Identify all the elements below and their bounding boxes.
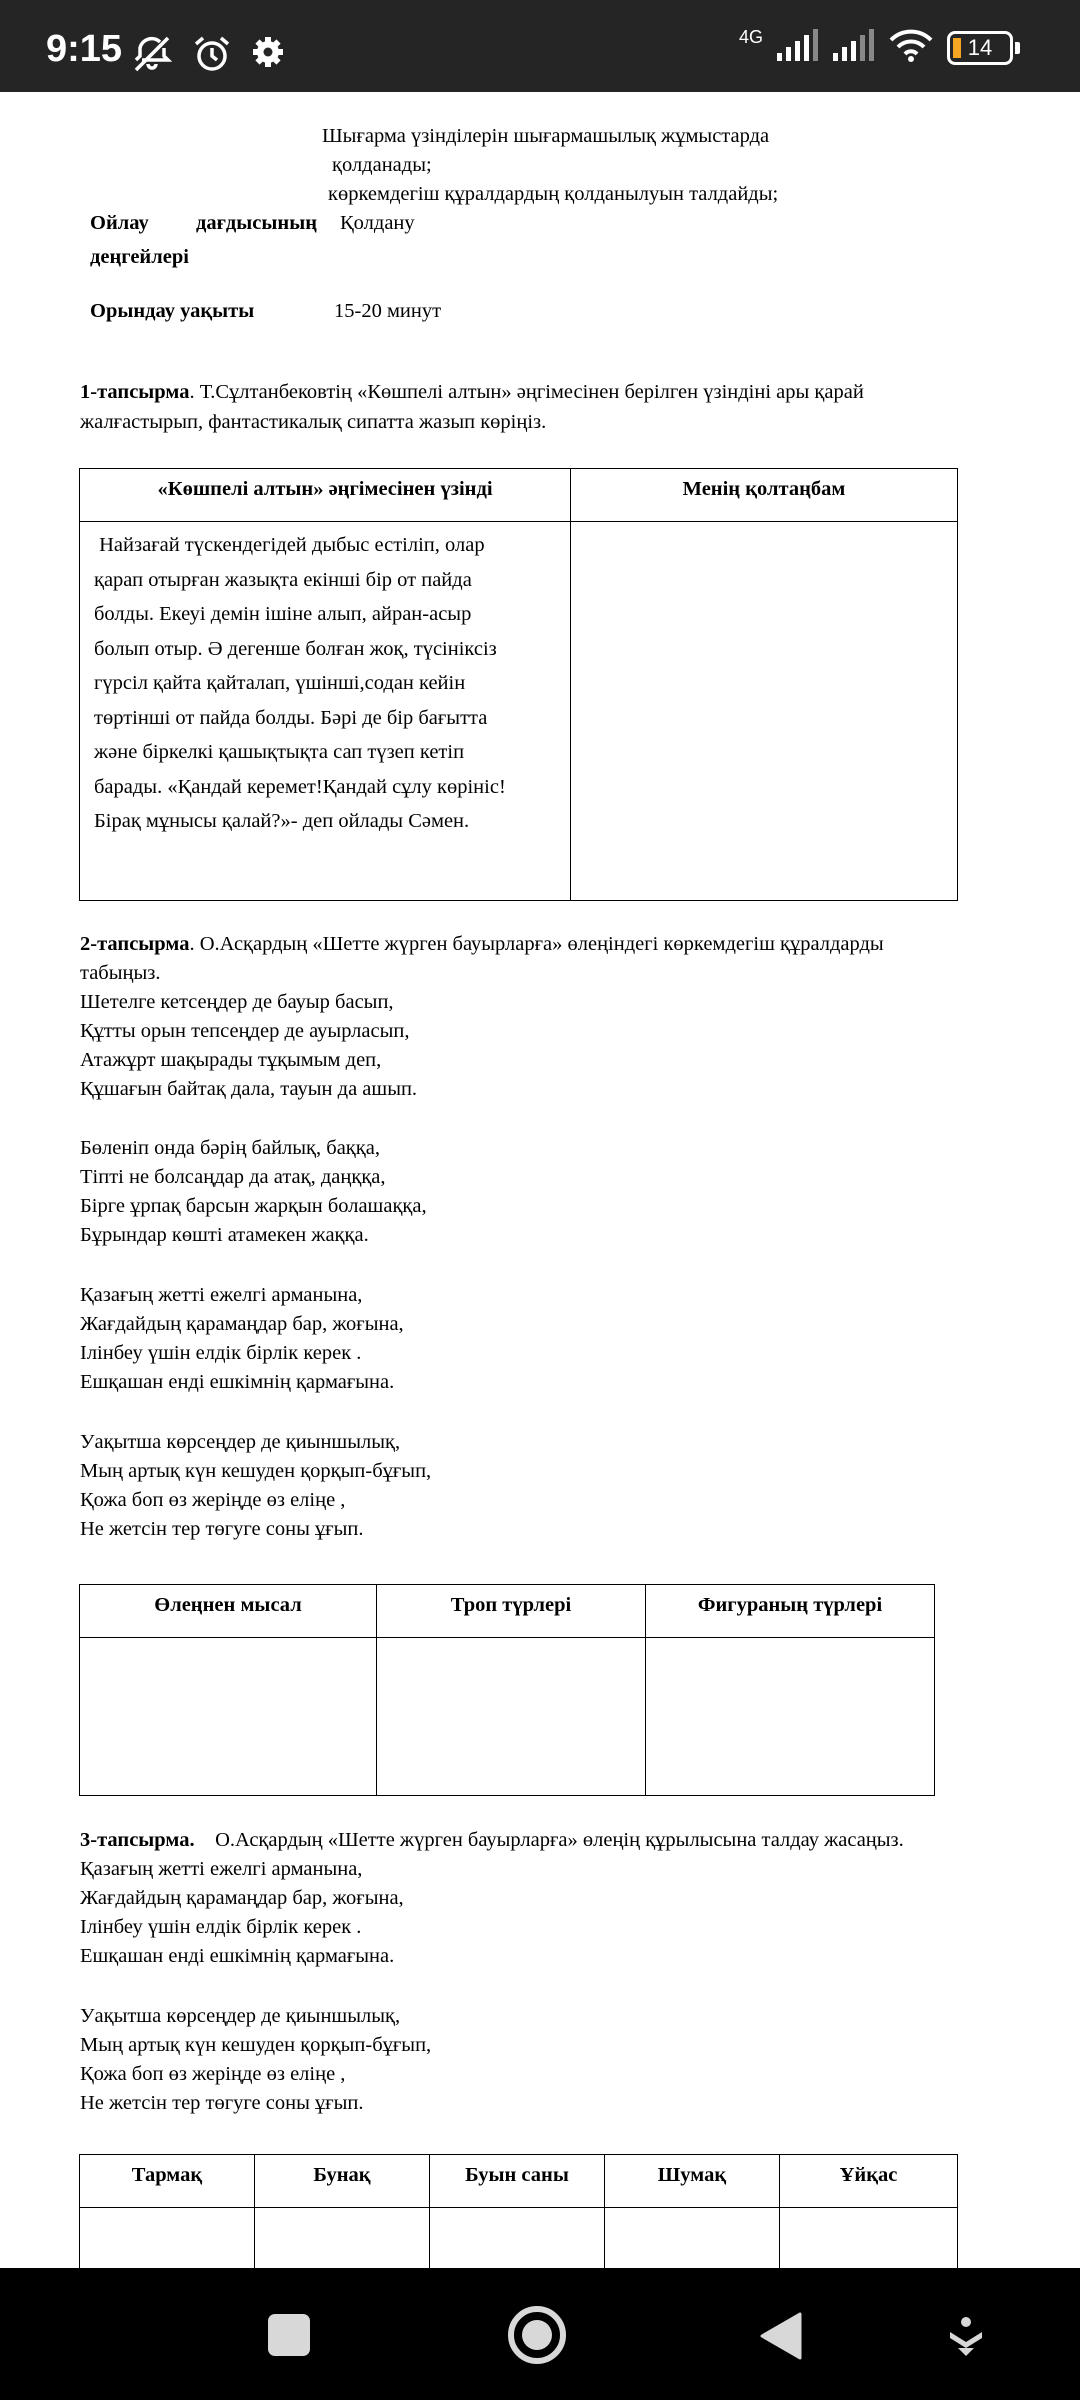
battery-level: 14: [967, 34, 993, 60]
poem-line: Уақытша көрсеңдер де қиыншылық,: [80, 1431, 401, 1453]
poem-line: Жағдайдың қарамаңдар бар, жоғына,: [80, 1887, 404, 1909]
poem-line: Тіпті не болсаңдар да атақ, даңққа,: [80, 1166, 386, 1188]
task1-passage: [80, 522, 570, 839]
task3-answer-cell[interactable]: [80, 2208, 255, 2269]
task2-line-2: табыңыз.: [80, 962, 161, 984]
poem-line: Мың артық күн кешуден қорқып-бұғып,: [80, 2034, 432, 2056]
task2-answer-cell[interactable]: [377, 1638, 646, 1796]
task3-table: [79, 2154, 958, 2268]
signal-icon: [777, 29, 819, 66]
poem-line: Құшағын байтақ дала, тауын да ашып.: [80, 1078, 418, 1100]
poem-line: Қазағың жетті ежелгі арманына,: [80, 1284, 363, 1306]
network-type: 4G: [738, 27, 763, 47]
passage-line: Найзағай түскендегідей дыбыс естіліп, олар: [94, 534, 485, 556]
poem-line: Ілінбеу үшін елдік бірлік керек .: [80, 1342, 362, 1364]
poem-line: Қожа боп өз жеріңде өз еліңе ,: [80, 2063, 346, 2085]
task2-line-1: 2-тапсырма. О.Асқардың «Шетте жүрген бауырларға» өлеңіндегі көркемдегіш құралдарды: [80, 933, 884, 955]
back-triangle-icon[interactable]: [760, 2312, 802, 2365]
alarm-icon: [192, 34, 232, 79]
poem-line: Бөленіп онда бәрің байлық, баққа,: [80, 1137, 380, 1159]
poem-line: Атажұрт шақырады тұқымым деп,: [80, 1049, 382, 1071]
thinking-label-1: Ойлау: [90, 212, 149, 234]
task1-line-2: жалғастырып, фантастикалық сипатта жазып көріңіз.: [80, 411, 547, 433]
task2-answer-cell[interactable]: [80, 1638, 377, 1796]
task1-table: [79, 468, 958, 901]
objective-line-3: көркемдегіш құралдардың қолданылуын талдайды;: [328, 183, 779, 205]
task3-header: Бунақ: [255, 2155, 430, 2208]
passage-line: Бірақ мұнысы қалай?»- деп ойлады Сәмен.: [94, 810, 470, 832]
document-page: [0, 92, 1080, 2268]
thinking-value: Қолдану: [340, 212, 415, 234]
poem-line: Не жетсін тер төгуге соны ұғып.: [80, 1518, 364, 1540]
objective-line-2: қолданады;: [332, 154, 432, 176]
poem-line: Ілінбеу үшін елдік бірлік керек .: [80, 1916, 362, 1938]
task3-answer-cell[interactable]: [430, 2208, 605, 2269]
task1-line-1: 1-тапсырма. Т.Сұлтанбековтің «Көшпелі алтын» әңгімесінен берілген үзіндіні ары қарай: [80, 381, 864, 403]
passage-line: және біркелкі қашықтықта сап түзеп кетіп: [94, 741, 465, 763]
task1-header-right: Менің қолтаңбам: [571, 469, 958, 522]
poem-line: Шетелге кетсеңдер де бауыр басып,: [80, 991, 394, 1013]
passage-line: қарап отырған жазықта екінші бір от пайда: [94, 568, 472, 591]
passage-line: төртінші от пайда болды. Бәрі де бір бағытта: [94, 706, 488, 729]
time-label: Орындау уақыты: [90, 300, 255, 322]
task1-passage-cell: [80, 522, 571, 901]
signal-icon: [833, 29, 875, 66]
task2-header: Фигураның түрлері: [646, 1585, 935, 1638]
task3-header: Шумақ: [605, 2155, 780, 2208]
poem-line: Қожа боп өз жеріңде өз еліңе ,: [80, 1489, 346, 1511]
task1-answer-cell[interactable]: [571, 522, 958, 901]
passage-line: гүрсіл қайта қайталап, үшінші,содан кейін: [94, 672, 466, 694]
task3-header: Буын саны: [430, 2155, 605, 2208]
home-circle-icon[interactable]: [506, 2304, 568, 2371]
assist-icon[interactable]: [948, 2316, 984, 2363]
battery-icon: [947, 31, 1013, 65]
passage-line: болып отыр. Ә дегенше болған жоқ, түсініксіз: [94, 637, 497, 660]
task2-header: Өлеңнен мысал: [80, 1585, 377, 1638]
task3-answer-cell[interactable]: [780, 2208, 958, 2269]
wifi-icon: [889, 28, 933, 67]
poem-line: Ешқашан енді ешкімнің қармағына.: [80, 1371, 395, 1393]
task3-header: Тармақ: [80, 2155, 255, 2208]
task2-header: Троп түрлері: [377, 1585, 646, 1638]
poem-line: Құтты орын тепсеңдер де ауырласып,: [80, 1020, 410, 1042]
poem-line: Бірге ұрпақ барсын жарқын болашаққа,: [80, 1195, 427, 1217]
task2-answer-cell[interactable]: [646, 1638, 935, 1796]
passage-line: болды. Екеуі демін ішіне алып, айран-асыр: [94, 603, 472, 625]
task1-header-left: «Көшпелі алтын» әңгімесінен үзінді: [80, 469, 571, 522]
status-time: 9:15: [46, 28, 123, 70]
task3-line: 3-тапсырма. О.Асқардың «Шетте жүрген бауырларға» өлеңің құрылысына талдау жасаңыз.: [80, 1829, 904, 1851]
poem-line: Мың артық күн кешуден қорқып-бұғып,: [80, 1460, 432, 1482]
poem-line: Не жетсін тер төгуге соны ұғып.: [80, 2092, 364, 2114]
task3-header: Ұйқас: [780, 2155, 958, 2208]
thinking-label-3: деңгейлері: [90, 246, 189, 268]
task2-table: [79, 1584, 935, 1796]
passage-line: барады. «Қандай керемет!Қандай сұлу көрініс!: [94, 775, 506, 798]
poem-line: Бұрындар көшті атамекен жаққа.: [80, 1224, 369, 1246]
poem-line: Қазағың жетті ежелгі арманына,: [80, 1858, 363, 1880]
task3-answer-cell[interactable]: [255, 2208, 430, 2269]
objective-line-1: Шығарма үзінділерін шығармашылық жұмыстарда: [322, 125, 770, 147]
thinking-label-2: дағдысының: [196, 212, 318, 234]
task3-answer-cell[interactable]: [605, 2208, 780, 2269]
mute-icon: [130, 34, 174, 79]
poem-line: Уақытша көрсеңдер де қиыншылық,: [80, 2005, 401, 2027]
navigation-bar: [0, 2268, 1080, 2400]
time-value: 15-20 минут: [334, 300, 442, 322]
settings-gear-icon: [250, 34, 286, 79]
poem-line: Ешқашан енді ешкімнің қармағына.: [80, 1945, 395, 1967]
poem-line: Жағдайдың қарамаңдар бар, жоғына,: [80, 1313, 404, 1335]
recents-square-icon[interactable]: [268, 2314, 310, 2361]
status-bar: [0, 0, 1080, 92]
